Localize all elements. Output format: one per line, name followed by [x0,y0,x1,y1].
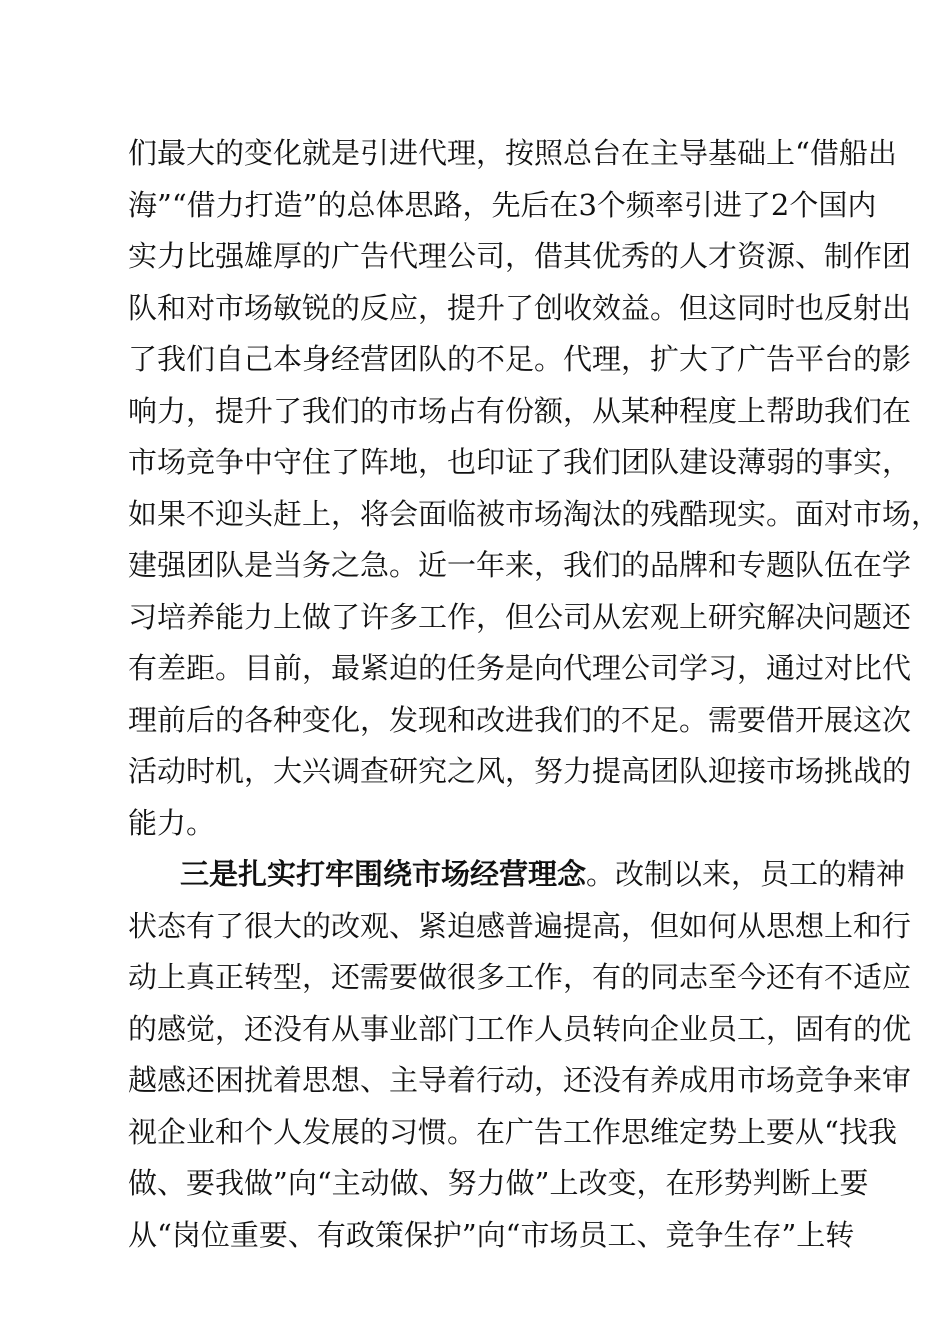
text-line: 响力，提升了我们的市场占有份额，从某种程度上帮助我们在 [128,393,912,428]
text-line: 从“岗位重要、有政策保护”向“市场员工、竞争生存”上转 [128,1217,855,1252]
text-line: 做、要我做”向“主动做、努力做”上改变，在形势判断上要 [128,1166,869,1200]
text-line: 有差距。目前，最紧迫的任务是向代理公司学习，通过对比代 [128,651,912,685]
body-text [128,128,941,1261]
text-line: 的感觉，还没有从事业部门工作人员转向企业员工，固有的优 [128,1011,912,1046]
text-line: 队和对市场敏锐的反应，提升了创收效益。但这同时也反射出 [128,290,912,325]
paragraph-text: 。改制以来，员工的精神 [586,857,906,891]
text-line: 建强团队是当务之急。近一年来，我们的品牌和专题队伍在学 [128,548,912,582]
text-line: 视企业和个人发展的习惯。在广告工作思维定势上要从“找我 [128,1114,897,1149]
text-line: 市场竞争中守住了阵地，也印证了我们团队建设薄弱的事实， [128,445,912,479]
text-line: 理前后的各种变化，发现和改进我们的不足。需要借开展这次 [128,702,912,737]
text-line: 海”“借力打造”的总体思路，先后在3个频率引进了2个国内 [128,187,877,222]
text-line: 活动时机，大兴调查研究之风，努力提高团队迎接市场挑战的 [128,754,912,788]
text-line: 动上真正转型，还需要做很多工作，有的同志至今还有不适应 [128,960,912,994]
text-line: 们最大的变化就是引进代理，按照总台在主导基础上“借船出 [128,136,897,170]
text-line: 状态有了很大的改观、紧迫感普遍提高，但如何从思想上和行 [128,908,912,943]
text-line: 实力比强雄厚的广告代理公司，借其优秀的人才资源、制作团 [128,239,912,273]
text-line: 习培养能力上做了许多工作，但公司从宏观上研究解决问题还 [128,599,912,634]
text-line: 越感还困扰着思想、主导着行动，还没有养成用市场竞争来审 [128,1063,912,1097]
text-line: 了我们自己本身经营团队的不足。代理，扩大了广告平台的影 [128,342,912,376]
paragraph-heading: 三是扎实打牢围绕市场经营理念 [180,857,587,891]
text-line: 如果不迎头赶上，将会面临被市场淘汰的残酷现实。面对市场， [128,496,941,531]
paragraph-3-first-line [128,849,906,901]
text-line: 能力。 [128,805,216,840]
